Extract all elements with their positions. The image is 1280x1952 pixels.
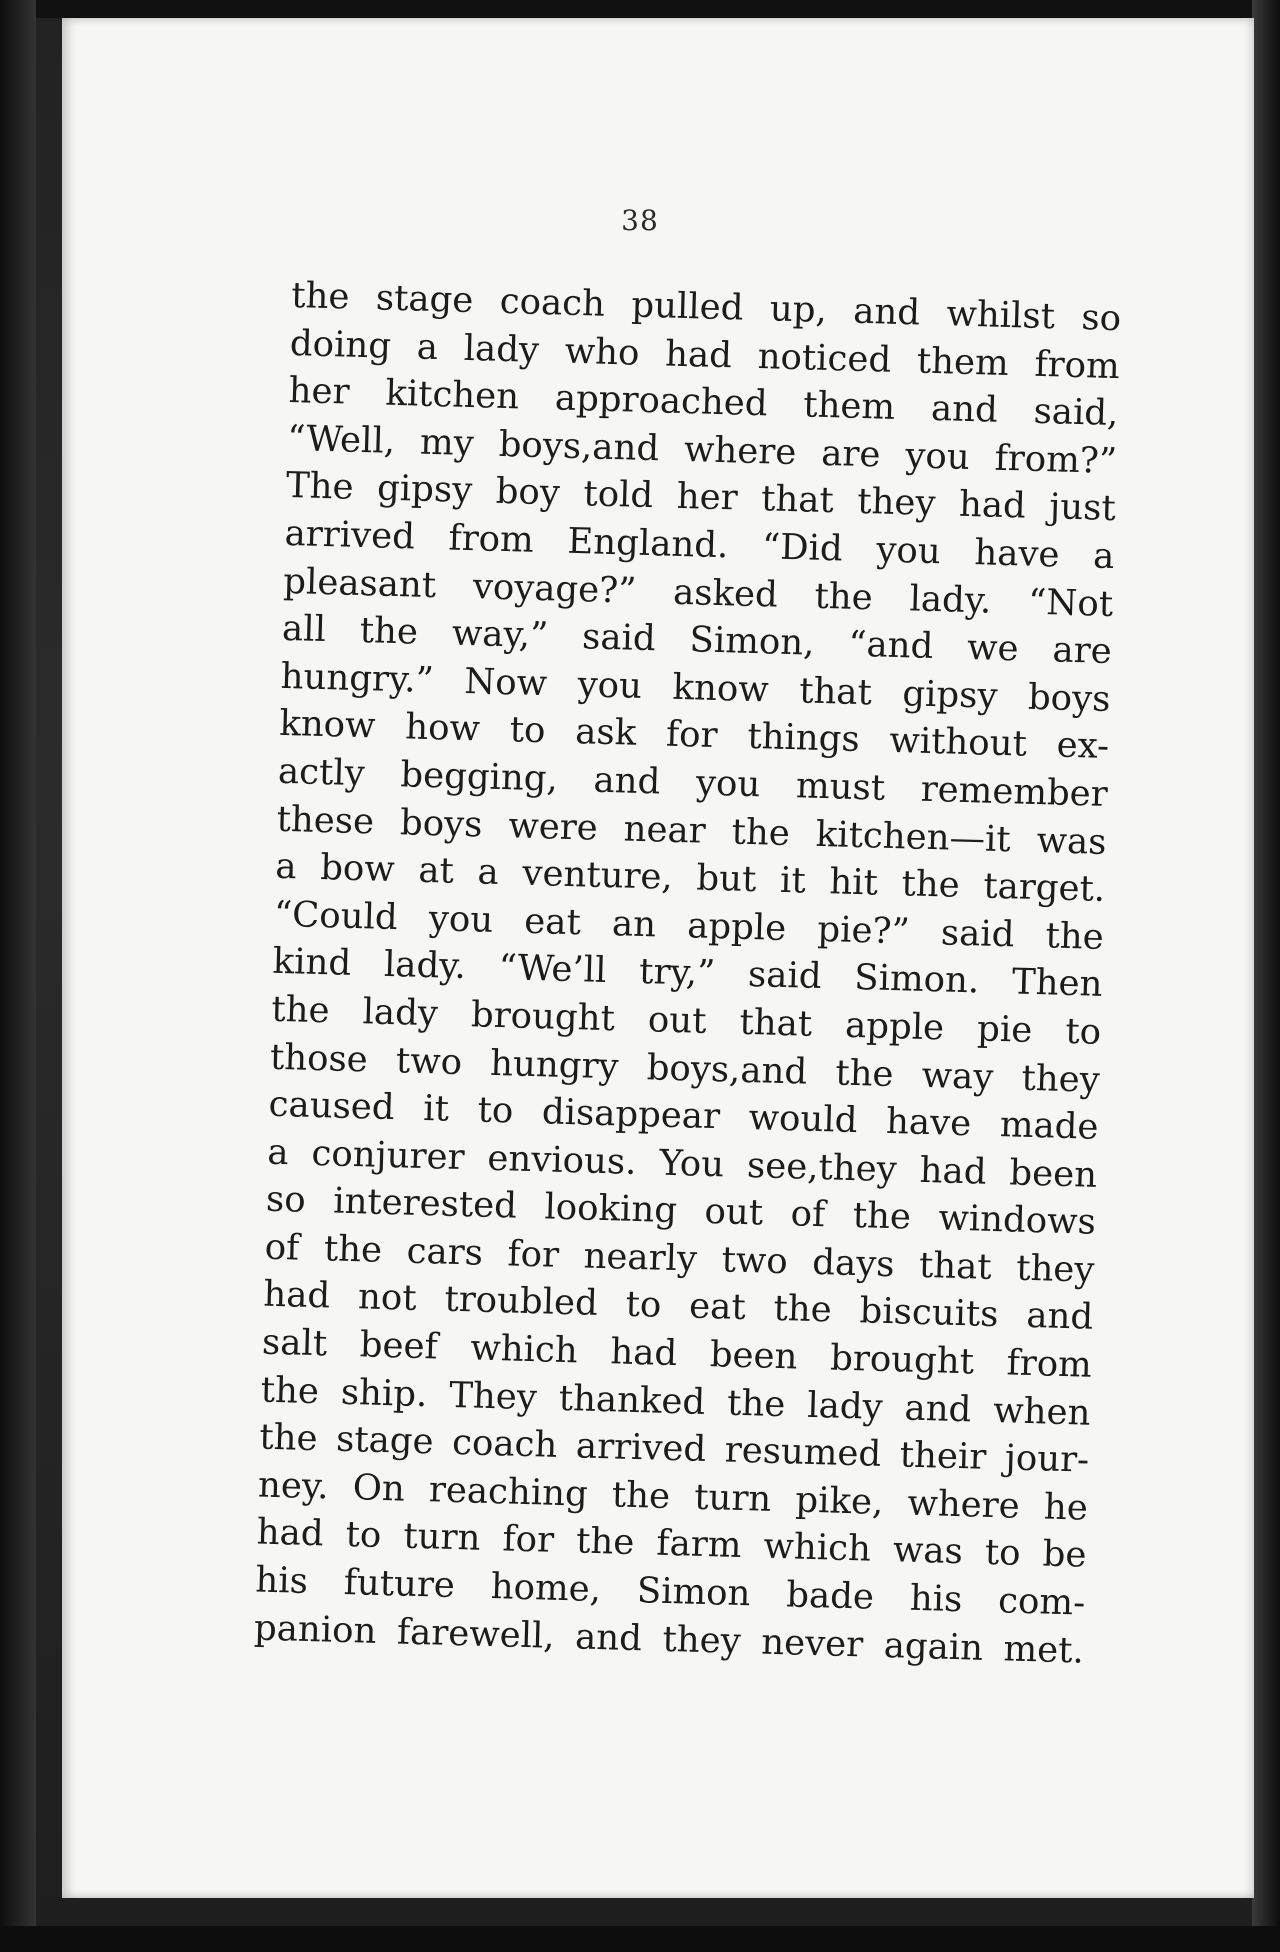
text-line: panion farewell, and they never again met. [253, 1607, 1085, 1672]
scan-border-bottom [0, 1926, 1280, 1952]
text-line: “Could you eat an apple pie?” said the [273, 893, 1105, 958]
page-number: 38 [621, 204, 659, 237]
text-line: pleasant voyage?” asked the lady. “Not [282, 560, 1114, 625]
text-line: a conjurer envious. You see,they had been [266, 1131, 1098, 1196]
text-line: all the way,” said Simon, “and we are [281, 608, 1113, 673]
text-line: arrived from England. “Did you have a [284, 512, 1115, 578]
text-line: salt beef which had been brought from [261, 1321, 1093, 1386]
text-line: of the cars for nearly two days that they [264, 1226, 1096, 1291]
text-line: hungry.” Now you know that gipsy boys [280, 655, 1111, 720]
text-line: ney. On reaching the turn pike, where he [257, 1464, 1089, 1529]
text-line: kind lady. “We’ll try,” said Simon. Then [272, 941, 1103, 1006]
text-line: actly begging, and you must remember [277, 750, 1109, 815]
text-line: her kitchen approached them and said, [288, 370, 1119, 435]
text-line: the stage coach pulled up, and whilst so [290, 274, 1122, 340]
text-line: so interested looking out of the windows [265, 1178, 1097, 1244]
text-line: had to turn for the farm which was to be [256, 1511, 1088, 1577]
text-line: these boys were near the kitchen—it was [276, 798, 1107, 863]
text-line: “Well, my boys,and where are you from?” [286, 417, 1118, 482]
text-line: the ship. They thanked the lady and when [260, 1369, 1092, 1434]
text-line: The gipsy boy told her that they had just [285, 465, 1117, 530]
text-line: doing a lady who had noticed them from [289, 322, 1121, 387]
page-body-text [253, 272, 1121, 1675]
scan-border-left [0, 0, 36, 1952]
scan-border-right [1252, 0, 1280, 1952]
text-line: a bow at a venture, but it hit the target. [274, 845, 1106, 911]
text-line: the lady brought out that apple pie to [270, 988, 1102, 1053]
text-line: his future home, Simon bade his com- [254, 1559, 1086, 1624]
text-line: those two hungry boys,and the way they [269, 1036, 1101, 1101]
text-line: had not troubled to eat the biscuits and [262, 1274, 1094, 1339]
text-line: caused it to disappear would have made [268, 1083, 1100, 1148]
scan-border-top [0, 0, 1280, 18]
text-line: know how to ask for things without ex- [278, 703, 1110, 768]
text-line: the stage coach arrived resumed their jour- [258, 1416, 1090, 1481]
